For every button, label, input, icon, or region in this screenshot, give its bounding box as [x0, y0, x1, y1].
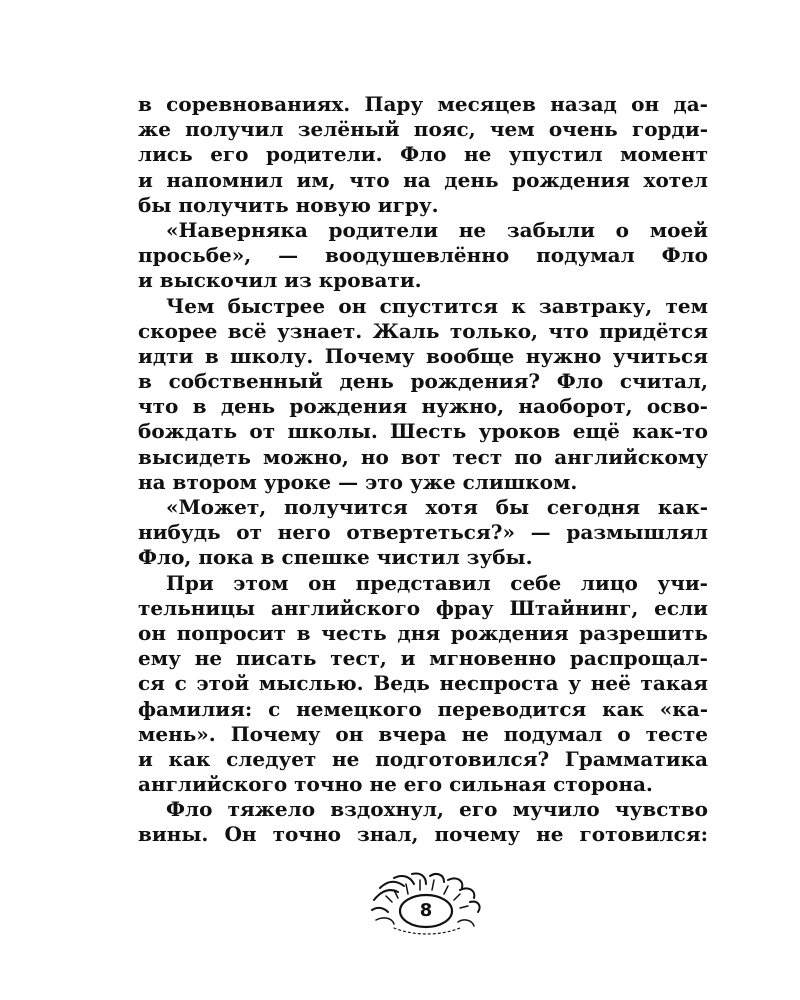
text-line: высидеть можно, но вот тест по английскому	[138, 444, 708, 469]
text-line: вины. Он точно знал, почему не готовился:	[138, 822, 708, 847]
text-line: «Наверняка родители не забыли о моей	[166, 217, 708, 242]
text-line: он попросит в честь дня рождения разрешить	[138, 620, 708, 645]
text-line: фамилия: с немецкого переводится как «ка-	[138, 696, 708, 721]
text-line: и как следует не подготовился? Грамматика	[138, 746, 708, 771]
text-line: лись его родители. Фло не упустил момент	[138, 142, 708, 167]
text-line: ему не писать тест, и мгновенно распрощал-	[138, 646, 708, 671]
text-line: просьбе», — воодушевлённо подумал Фло	[138, 243, 708, 268]
text-line: на втором уроке — это уже слишком.	[138, 469, 578, 494]
page-number: 8	[419, 900, 433, 921]
text-line: идти в школу. Почему вообще нужно учиться	[138, 343, 708, 368]
page-footer	[364, 870, 488, 938]
text-line: тельницы английского фрау Штайнинг, если	[138, 595, 708, 620]
text-line: бы получить новую игру.	[138, 192, 439, 217]
text-line: английского точно не его сильная сторона.	[138, 772, 653, 797]
text-line: мень». Почему он вчера не подумал о тесте	[138, 721, 708, 746]
text-line: скорее всё узнает. Жаль только, что придётся	[138, 318, 708, 343]
text-line: Фло, пока в спешке чистил зубы.	[138, 545, 533, 570]
text-line: и выскочил из кровати.	[138, 268, 422, 293]
text-line: нибудь от него отвертеться?» — размышлял	[138, 520, 708, 545]
text-line: Чем быстрее он спустится к завтраку, тем	[166, 293, 708, 318]
text-line: бождать от школы. Шесть уроков ещё как-то	[138, 419, 708, 444]
body-text	[138, 92, 708, 848]
text-line: что в день рождения нужно, наоборот, осво-	[138, 394, 708, 419]
text-line: в соревнованиях. Пару месяцев назад он да-	[138, 92, 708, 116]
text-line: ся с этой мыслью. Ведь неспроста у неё такая	[138, 671, 708, 696]
text-line: Фло тяжело вздохнул, его мучило чувство	[166, 797, 708, 822]
text-line: в собственный день рождения? Фло считал,	[138, 369, 708, 394]
text-line: «Может, получится хотя бы сегодня как-	[166, 495, 708, 519]
text-line: же получил зелёный пояс, чем очень горди-	[138, 117, 708, 142]
text-line: и напомнил им, что на день рождения хотел	[138, 167, 708, 192]
text-line: При этом он представил себе лицо учи-	[166, 570, 708, 595]
